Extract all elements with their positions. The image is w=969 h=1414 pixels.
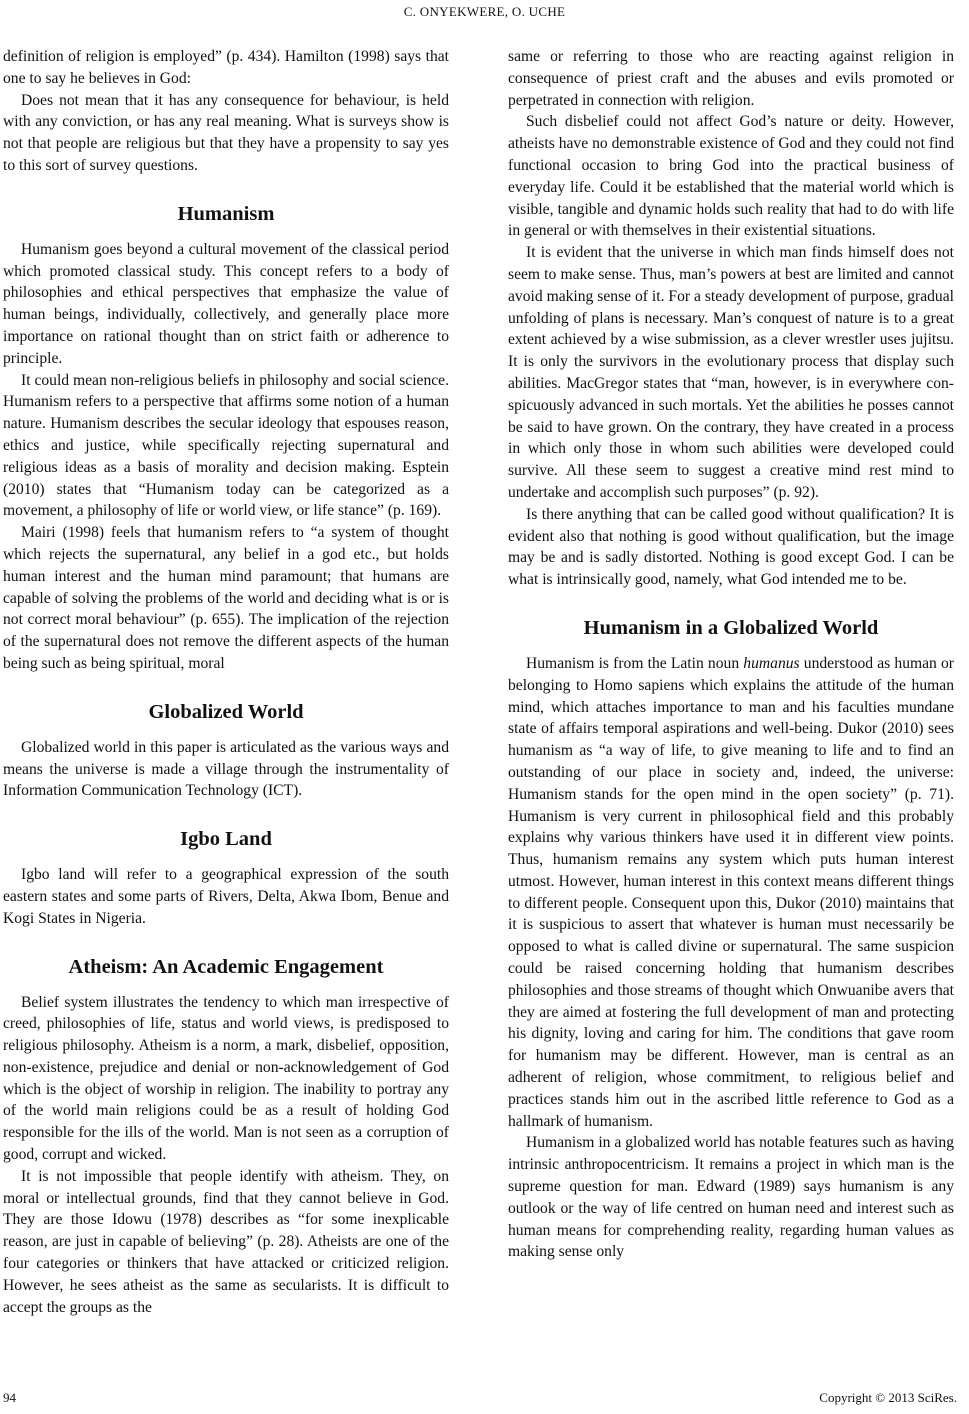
text-run: Humanism is from the Latin noun: [526, 654, 744, 672]
paragraph: Such disbelief could not affect God’s nature or deity. However, atheists have no demonstrable existence of God and they could not find functional occasion to bring God into the practical business of everyday life. Could it be established that the material world which is visible, tangible and dynamic holds such reality that had to do with life in general or with themselves in their existential situations.: [508, 113, 954, 240]
paragraph: [508, 653, 954, 1133]
paragraph: Mairi (1998) feels that humanism refers to “a system of thought which rejects the supernatural, any belief in a god etc., but holds human interest and the human mind paramount; that humans are capable of solving the problems of the world and deciding what is or is not correct moral behaviour” (p. 655). The implication of the rejection of the supernatural does not remove the different aspects of the human being such as being spiritual, moral: [3, 524, 449, 672]
page-number: 94: [3, 1390, 16, 1405]
section-heading-igbo-land: Igbo Land: [180, 828, 272, 851]
running-head: C. ONYEKWERE, O. UCHE: [403, 4, 566, 19]
paragraph: It could mean non-religious beliefs in philosophy and social science. Humanism refers to a perspective that affirms some notion of a human nature. Humanism describes the secular ideology that espouses reason, ethics and justice, while specifically rejecting supernatural and religious ideas as a basis of morality and decision making. Esptein (2010) states that “Humanism today can be categorized as a movement, a philosophy of life or world view, or life stance” (p. 169).: [3, 371, 449, 520]
paragraph: same or referring to those who are reacting against religion in consequence of priest craft and the abuses and evils promoted or perpetrated in connection with religion.: [508, 48, 954, 109]
paragraph: It is evident that the universe in which man finds himself does not seem to make sense. Thus, man’s powers at best are limited and cannot avoid making sense of it. For a steady development of purpose, gradual unfolding of plans is necessary. Man’s conquest of nature is to a great extent achieved by a wise submission, as a clever wrestler uses jujitsu. It is only the survivors in the evolutionary process that display such abilities. MacGregor states that “man, however, is in everywhere conspicuously advanced in such mortals. Yet the abilities he posses cannot be said to have grown. On the contrary, they have created in a process in which only those in whom such abilities were developed could survive. All these seem to suggest a creative mind rest mind to undertake and accomplish such purposes” (p. 92).: [508, 244, 954, 501]
left-column: [3, 46, 449, 1318]
section-heading-atheism: Atheism: An Academic Engagement: [68, 955, 384, 978]
paragraph: It is not impossible that people identify with atheism. They, on moral or intellectual grounds, find that they cannot believe in God. They are those Idowu (1978) describes as “for some inexplicable reason, are just in capable of believing” (p. 28). Atheists are one of the four categories or thinkers that have attacked or criticized religion. However, he sees atheist as the same as secularists. It is difficult to accept the groups as the: [3, 1167, 449, 1316]
paragraph: Humanism goes beyond a cultural movement of the classical period which promoted classical study. This concept refers to a body of philosophies and ethical perspectives that emphasize the value of human beings, individually, collectively, and generally place more importance on rational thought than on strict faith or adherence to principle.: [3, 240, 449, 367]
paragraph: Globalized world in this paper is articulated as the various ways and means the universe is made a village through the instrumentality of Information Communication Technology (ICT).: [3, 738, 449, 800]
paragraph: Belief system illustrates the tendency to which man irrespective of creed, philosophies of life, status and world views, is predisposed to religious philosophy. Atheism is a norm, a mark, disbelief, opposition, non-existence, prejudice and denial or non-acknowledgement of God which is the object of worship in religion. The inability to portray any of the world main religions could be as a result of holding God responsible for the ills of the world. Man is not seen as a corruption of good, corrupt and wicked.: [3, 993, 449, 1164]
section-heading-humanism: Humanism: [177, 202, 275, 225]
section-heading-globalized-world: Globalized World: [148, 700, 304, 723]
paragraph: Is there anything that can be called good without qualification? It is evident also that nothing is good without qualification, but the image may be and is sadly distorted. Nothing is good except God. I can be what is intrinsically good, namely, what God intended me to be.: [508, 505, 954, 589]
text-run: understood as human or belonging to Homo sapiens which explains the attitude of the human mind, which attaches importance to man and his faculties mundane state of affairs temporal aspirations and well-being. Dukor (2010) sees humanism as “a way of life, to give meaning to life and to find an outstanding of our place in society and, indeed, the universe: Humanism stands for the open mind in the open society” (p. 71). Humanism is very current in philosophical field and this probably explains why various thinkers have used it in different view points. Thus, humanism remains any system which puts human interest utmost. However, human interest in this context means different things to different people. Consequent upon this, Dukor (2010) maintains that it is suspicious to assert that whatever is human must necessarily be opposed to what is called divine or supernatural. The same suspicion could be raised concerning holding that humanism describes philosophies and those streams of thought which Onwuanibe avers that they are aimed at fostering the full development of man and protecting his dignity, loving and caring for him. The conditions that gave room for humanism may be different. However, man is central as an adherent of religion, whose commitment, to religious belief and practices stands him out in the ascribed little reference to God as a hallmark of humanism.: [508, 654, 955, 1130]
paragraph: Igbo land will refer to a geographical expression of the south eastern states and some parts of Rivers, Delta, Akwa Ibom, Benue and Kogi States in Nigeria.: [3, 866, 449, 927]
copyright-notice: Copyright © 2013 SciRes.: [819, 1390, 957, 1405]
block-quote: Does not mean that it has any consequence for behaviour, is held with any conviction, or has any real meaning. What is surveys show is not that people are religious but that they have a propensity to say yes to this sort of survey questions.: [3, 91, 449, 174]
right-column: [508, 46, 954, 1263]
paragraph: definition of religion is employed” (p. 434). Hamilton (1998) says that one to say he believes in God:: [3, 48, 449, 87]
italic-term: humanus: [743, 654, 800, 672]
paragraph: Humanism in a globalized world has notable features such as having intrinsic anthropocentricism. It remains a project in which man is the supreme question for man. Edward (1989) says humanism is any outlook or the way of life centred on human need and interest such as human means for comprehending reality, regarding human values as making sense only: [508, 1134, 954, 1261]
section-heading-humanism-globalized-world: Humanism in a Globalized World: [583, 616, 879, 639]
